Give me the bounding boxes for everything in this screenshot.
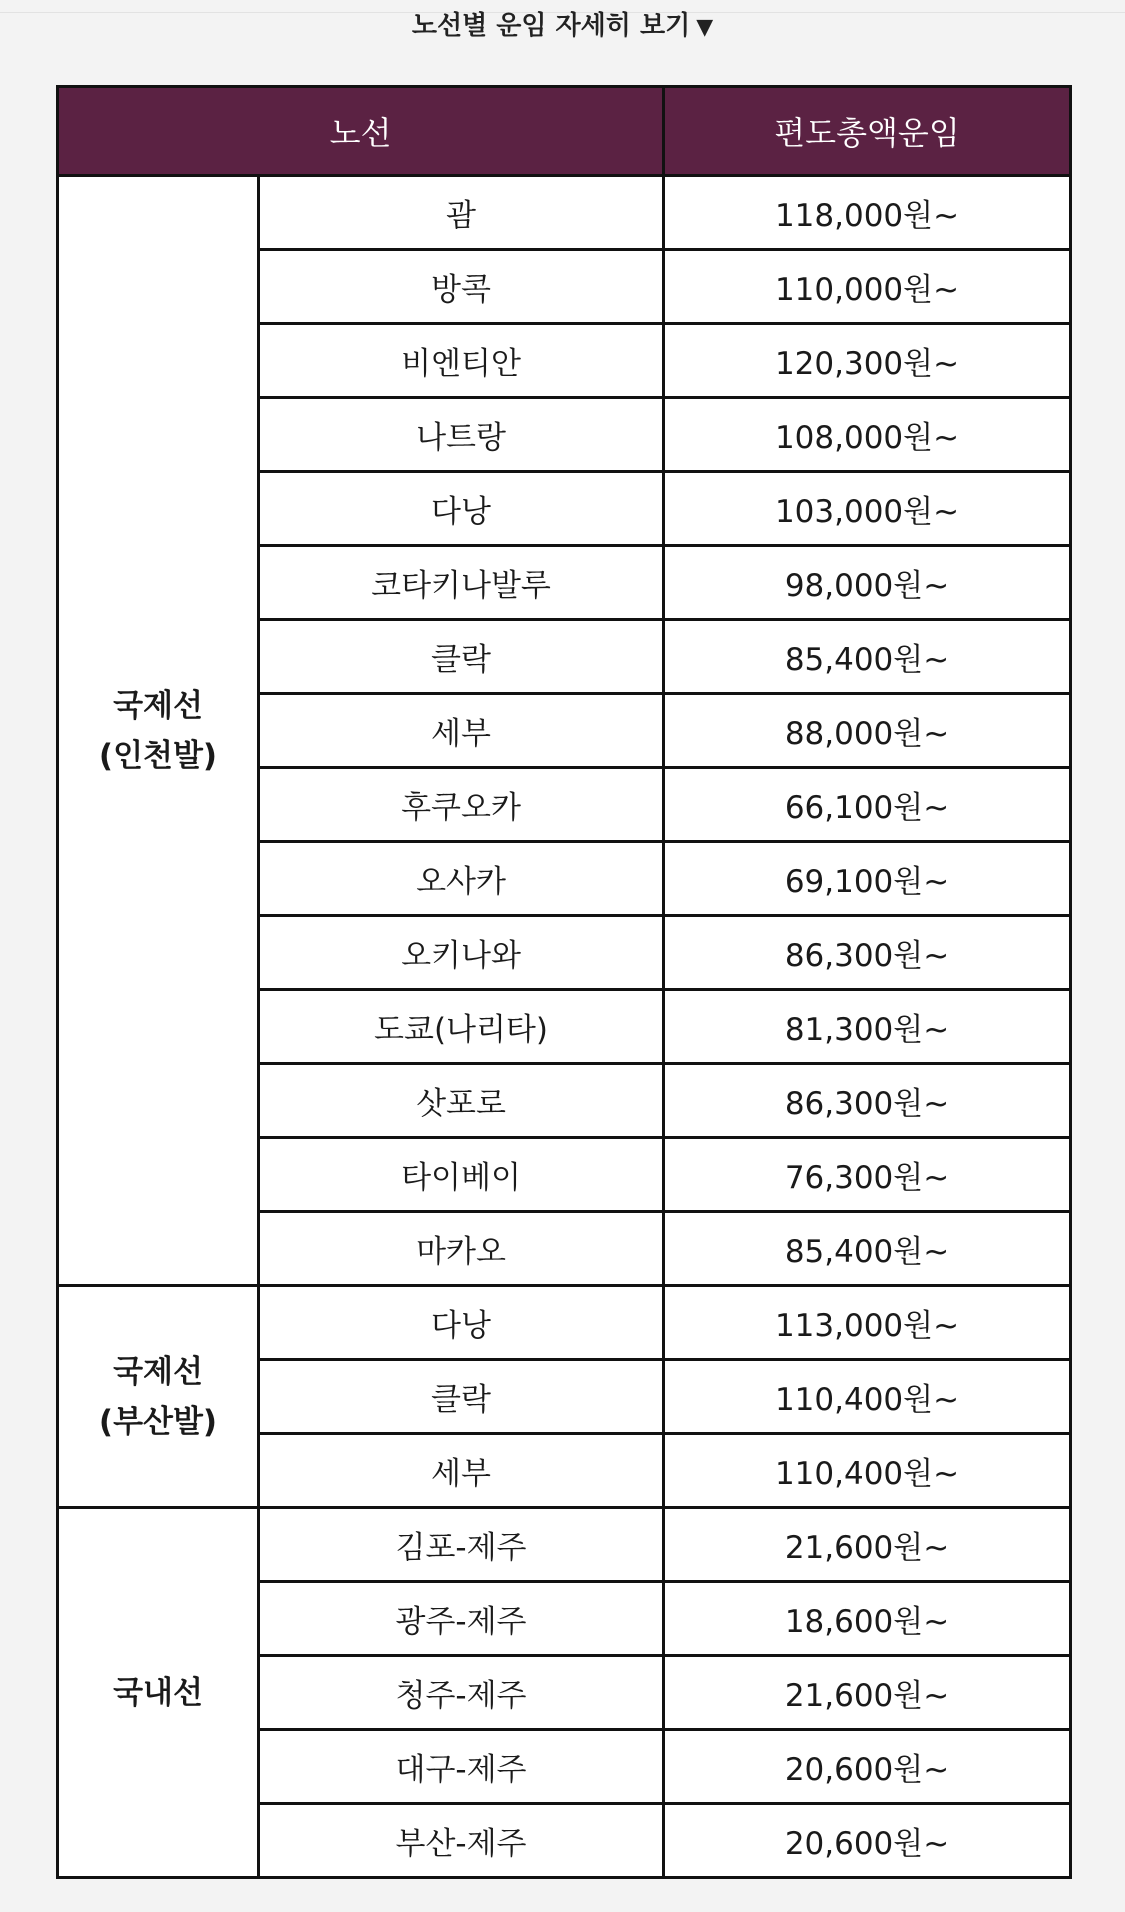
fare-cell: 21,600원~	[664, 1508, 1071, 1582]
route-name-cell: 코타키나발루	[259, 546, 664, 620]
fare-details-toggle[interactable]	[0, 6, 1125, 48]
table-row	[58, 1286, 1071, 1360]
fare-cell: 103,000원~	[664, 472, 1071, 546]
route-name-cell: 삿포로	[259, 1064, 664, 1138]
fare-details-toggle-label: 노선별 운임 자세히 보기	[411, 11, 691, 41]
route-group-cell	[58, 176, 259, 1286]
route-name-cell: 다낭	[259, 472, 664, 546]
route-name-cell: 타이베이	[259, 1138, 664, 1212]
route-name-cell: 괌	[259, 176, 664, 250]
fare-cell: 85,400원~	[664, 1212, 1071, 1286]
fare-cell: 118,000원~	[664, 176, 1071, 250]
route-group-origin: (부산발)	[98, 1403, 218, 1440]
route-name-cell: 세부	[259, 694, 664, 768]
route-name-cell: 나트랑	[259, 398, 664, 472]
fare-cell: 108,000원~	[664, 398, 1071, 472]
route-column-header: 노선	[58, 87, 664, 176]
route-group-name: 국제선	[113, 687, 203, 724]
route-name-cell: 광주-제주	[259, 1582, 664, 1656]
route-group-cell	[58, 1508, 259, 1878]
route-name-cell: 세부	[259, 1434, 664, 1508]
fare-column-header: 편도총액운임	[664, 87, 1071, 176]
fare-cell: 81,300원~	[664, 990, 1071, 1064]
fare-cell: 21,600원~	[664, 1656, 1071, 1730]
route-group-cell	[58, 1286, 259, 1508]
fare-cell: 86,300원~	[664, 916, 1071, 990]
fare-table	[56, 85, 1072, 1879]
fare-cell: 85,400원~	[664, 620, 1071, 694]
route-name-cell: 후쿠오카	[259, 768, 664, 842]
route-name-cell: 오사카	[259, 842, 664, 916]
route-name-cell: 비엔티안	[259, 324, 664, 398]
route-group-name: 국내선	[113, 1674, 203, 1711]
fare-cell: 20,600원~	[664, 1730, 1071, 1804]
fare-cell: 88,000원~	[664, 694, 1071, 768]
fare-table-body	[58, 176, 1071, 1878]
fare-cell: 98,000원~	[664, 546, 1071, 620]
fare-cell: 76,300원~	[664, 1138, 1071, 1212]
route-group-origin: (인천발)	[98, 737, 218, 774]
route-name-cell: 청주-제주	[259, 1656, 664, 1730]
fare-cell: 66,100원~	[664, 768, 1071, 842]
route-name-cell: 도쿄(나리타)	[259, 990, 664, 1064]
dropdown-arrow-icon: ▼	[696, 15, 714, 40]
fare-cell: 110,000원~	[664, 250, 1071, 324]
table-row	[58, 1508, 1071, 1582]
route-name-cell: 오키나와	[259, 916, 664, 990]
fare-cell: 20,600원~	[664, 1804, 1071, 1878]
route-group-name: 국제선	[113, 1353, 203, 1390]
route-name-cell: 다낭	[259, 1286, 664, 1360]
fare-cell: 86,300원~	[664, 1064, 1071, 1138]
fare-cell: 18,600원~	[664, 1582, 1071, 1656]
route-name-cell: 마카오	[259, 1212, 664, 1286]
route-name-cell: 클락	[259, 620, 664, 694]
route-name-cell: 클락	[259, 1360, 664, 1434]
fare-cell: 110,400원~	[664, 1434, 1071, 1508]
fare-cell: 120,300원~	[664, 324, 1071, 398]
fare-cell: 110,400원~	[664, 1360, 1071, 1434]
route-name-cell: 부산-제주	[259, 1804, 664, 1878]
route-name-cell: 대구-제주	[259, 1730, 664, 1804]
route-name-cell: 방콕	[259, 250, 664, 324]
route-name-cell: 김포-제주	[259, 1508, 664, 1582]
fare-cell: 113,000원~	[664, 1286, 1071, 1360]
fare-cell: 69,100원~	[664, 842, 1071, 916]
table-row	[58, 176, 1071, 250]
table-header-row	[58, 87, 1071, 176]
